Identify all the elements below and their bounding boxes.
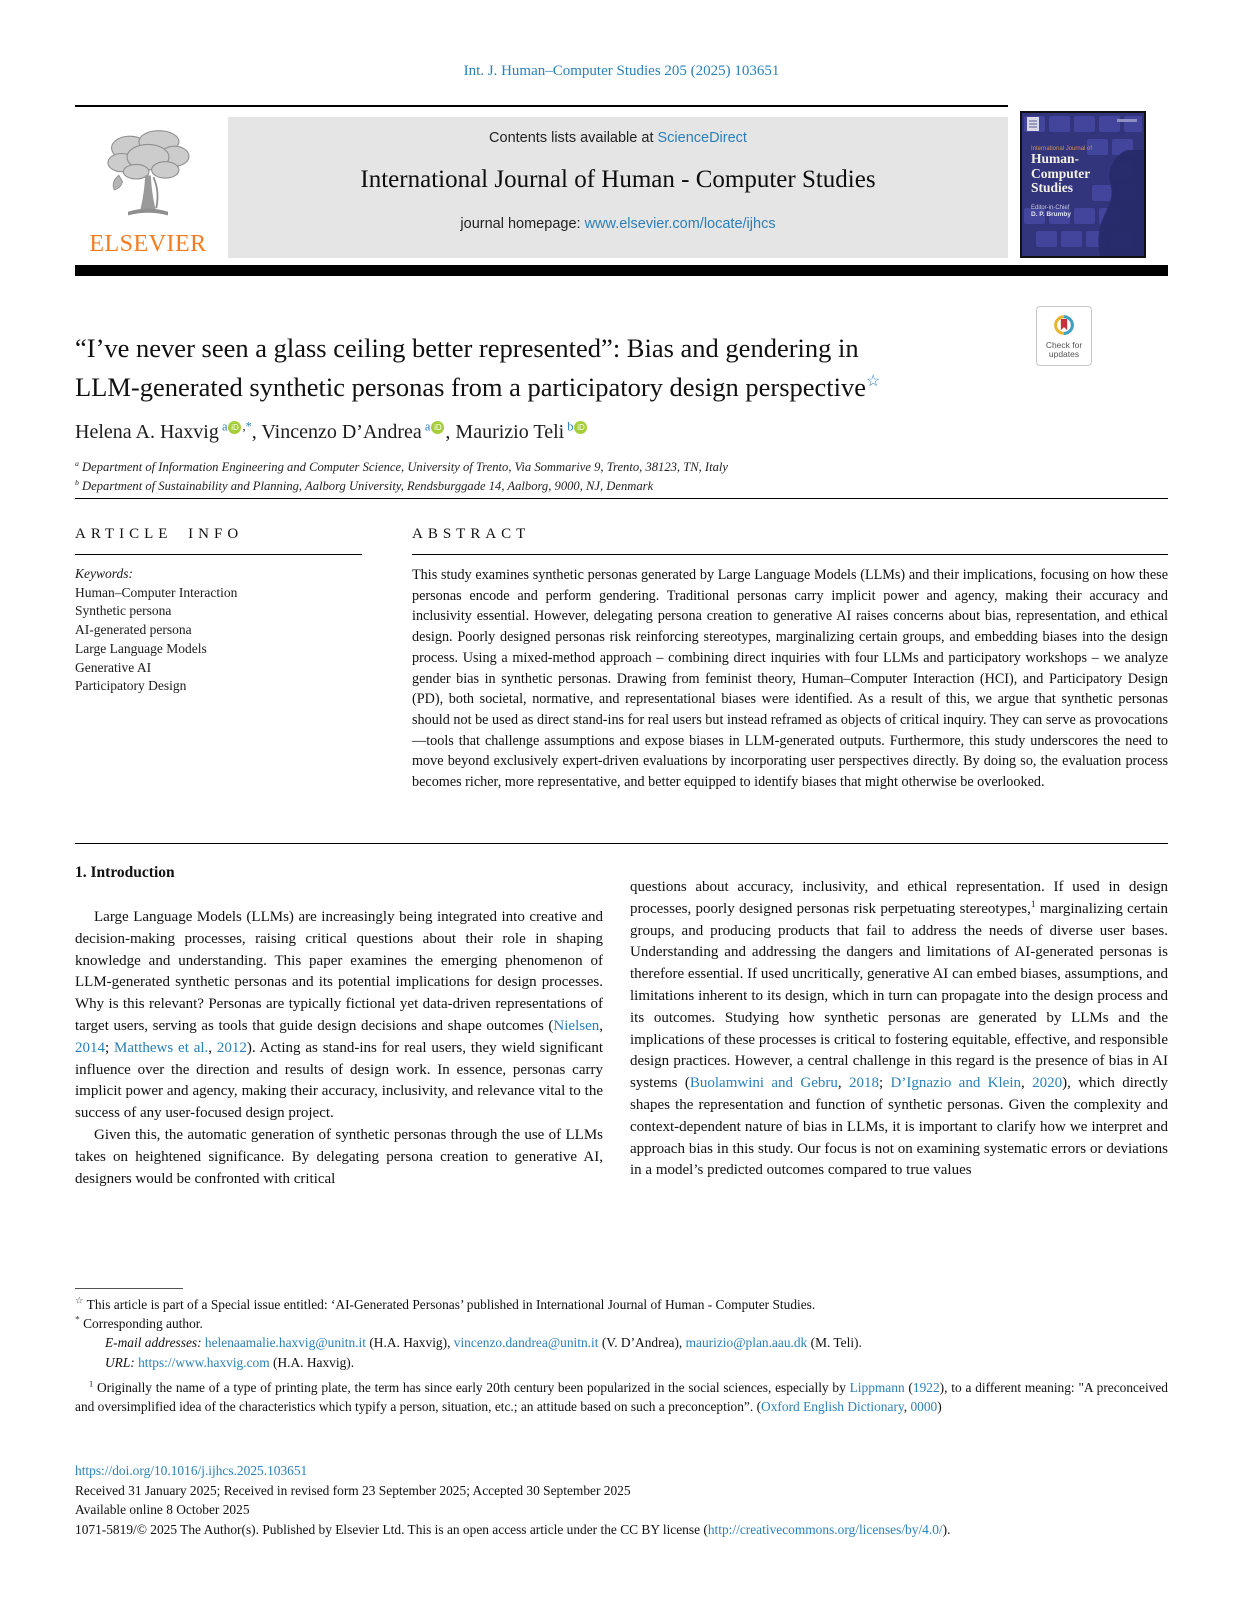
contents-prefix: Contents lists available at (489, 130, 658, 146)
divider (75, 843, 1168, 844)
inline-link[interactable]: helenaamalie.haxvig@unitn.it (204, 1335, 366, 1351)
text-segment: * (75, 1315, 80, 1326)
author-list (75, 421, 588, 444)
check-updates-line1: Check for (1045, 339, 1083, 350)
text-segment: ; (105, 1039, 115, 1056)
inline-link[interactable]: 0000 (910, 1399, 938, 1415)
homepage-prefix: journal homepage: (460, 216, 585, 232)
cover-title-2: Computer (1031, 165, 1091, 181)
text-segment: E-mail addresses: (105, 1335, 205, 1351)
text-segment: , (208, 1039, 217, 1056)
inline-link[interactable]: D’Ignazio and Klein (890, 1075, 1022, 1092)
article-title (75, 329, 1015, 407)
footnote-corresponding-author (75, 1314, 1168, 1333)
text-segment: 1 (89, 1379, 94, 1389)
text-segment: , (1021, 1075, 1033, 1092)
cover-editor-label: Editor-in-Chief (1031, 204, 1070, 211)
cover-text (1031, 146, 1092, 218)
homepage-line (228, 216, 1008, 232)
abstract-text: This study examines synthetic personas generated by Large Language Models (LLMs) and their implications, focusing on how these personas encode and perform gendering. Traditional personas carry implicit power and agency, making their accuracy and inclusivity essential. However, delegating persona creation to generative AI raises concerns about bias, representation, and ethical design. Poorly designed personas risk reinforcing stereotypes, marginalizing certain groups, and embedding biases into the design process. Using a mixed-method approach – combining direct inquiries with four LLMs and participatory workshops – we analyze gender bias in synthetic personas. Drawing from feminist theory, Human–Computer Interaction (HCI), and Participatory Design (PD), both societal, normative, and representational biases were identified. As a result of this, we argue that synthetic personas should not be used as direct stand-ins for real users but instead reframed as objects of critical inquiry. They can serve as provocations—tools that challenge assumptions and expose biases in LLM-generated outputs. Furthermore, this study underscores the need to move beyond exclusively expert-driven evaluations by incorporating user perspectives directly. By doing so, the evaluation process becomes richer, more representative, and better equipped to identify biases that might otherwise be overlooked. (412, 567, 1168, 791)
check-updates-line2: updates (1048, 349, 1080, 359)
journal-masthead (228, 117, 1008, 258)
check-updates-icon (1051, 313, 1077, 339)
journal-cover-thumbnail[interactable] (1020, 111, 1146, 258)
journal-citation: Int. J. Human–Computer Studies 205 (2025) 103651 (463, 63, 780, 79)
text-segment: , (837, 1075, 849, 1092)
affiliations (75, 458, 728, 495)
copyright-line (75, 1520, 1168, 1540)
inline-link[interactable]: 2014 (75, 1039, 105, 1056)
keyword: Large Language Models (75, 640, 207, 656)
keyword: Synthetic persona (75, 603, 172, 619)
text-segment: 1 (1030, 899, 1036, 910)
inline-link[interactable]: Oxford English Dictionary (761, 1399, 904, 1415)
body-paragraph (630, 877, 1168, 1182)
article-meta-footer (75, 1461, 1168, 1539)
footnote-divider (75, 1288, 183, 1289)
text-segment: ), to a different meaning: "A preconceived and oversimplified idea of the characteristics which typify a person, situation, etc.; an attitude based on such a preconception”. ( (75, 1379, 1168, 1415)
inline-link[interactable]: a (218, 419, 228, 434)
doi-link[interactable]: https://doi.org/10.1016/j.ijhcs.2025.103651 (75, 1463, 308, 1478)
cover-title-3: Studies (1031, 180, 1074, 195)
text-segment: , Maurizio Teli (445, 421, 565, 443)
inline-link[interactable]: Buolamwini and Gebru (689, 1075, 838, 1092)
inline-link[interactable]: Matthews et al. (114, 1039, 209, 1056)
affiliation-a (75, 458, 728, 477)
inline-link[interactable]: vincenzo.dandrea@unitn.it (453, 1335, 599, 1351)
available-online: Available online 8 October 2025 (75, 1502, 250, 1517)
abstract-heading: ABSTRACT (412, 526, 1168, 555)
special-issue-star[interactable]: ☆ (866, 373, 881, 391)
text-segment: ( (904, 1379, 913, 1395)
text-segment: Corresponding author. (79, 1316, 203, 1332)
inline-link[interactable]: maurizio@plan.aau.dk (685, 1335, 808, 1351)
inline-link[interactable]: a (421, 419, 431, 434)
check-for-updates-badge[interactable] (1036, 306, 1092, 366)
journal-title: International Journal of Human - Computer Studies (360, 166, 876, 193)
keyword: Human–Computer Interaction (75, 584, 238, 600)
text-segment: questions about accuracy, inclusivity, and ethical representation. If used in design processes, poorly designed personas risk perpetuating stereotypes, (630, 879, 1168, 917)
inline-link[interactable]: https://www.haxvig.com (138, 1354, 270, 1370)
introduction-section (75, 862, 1168, 1190)
text-segment: ). Acting as stand-ins for real users, they wield significant influence over the direction and results of design work. In essence, personas carry implicit power and agency, making their accuracy, inclusivity, and relevance vital to the success of any user-focused design project. (75, 1039, 604, 1122)
text-segment: (H.A. Haxvig), (366, 1335, 454, 1351)
keyword: Participatory Design (75, 678, 187, 694)
text-segment: (M. Teli). (807, 1335, 862, 1351)
text-segment: 1071-5819/© 2025 The Author(s). Published by Elsevier Ltd. This is an open access article under the CC BY license ( (75, 1521, 708, 1537)
text-segment: Originally the name of a type of printing plate, the term has since early 20th century been popularized in the social sciences, especially by (93, 1379, 850, 1395)
inline-link[interactable]: 1922 (912, 1379, 940, 1395)
check-updates-label (1046, 341, 1082, 360)
text-segment: (V. D’Andrea), (598, 1335, 686, 1351)
article-info-heading: ARTICLE INFO (75, 526, 362, 555)
text-segment: ☆ (75, 1296, 84, 1307)
divider (75, 105, 1008, 107)
orcid-icon[interactable]: iD (574, 421, 587, 434)
inline-link[interactable]: 2018 (848, 1075, 879, 1092)
body-paragraph: Given this, the automatic generation of synthetic personas through the use of LLMs takes on heightened significance. By delegating persona creation to generative AI, designers would be confronted with critical (75, 1126, 603, 1187)
text-segment: Department of Information Engineering and Computer Science, University of Trento, Via Sommarive 9, Trento, 38123, TN, Italy (78, 460, 728, 474)
affiliation-b (75, 477, 728, 496)
contents-line (228, 130, 1008, 146)
text-segment: URL: (105, 1354, 139, 1370)
inline-link[interactable]: * (245, 419, 252, 434)
body-paragraph (75, 907, 603, 1125)
keywords-label: Keywords: (75, 566, 133, 581)
text-segment: This article is part of a Special issue entitled: ‘AI-Generated Personas’ published in International Journal of Human - Computer Studies. (83, 1297, 816, 1312)
keyword: AI-generated persona (75, 622, 192, 638)
elsevier-tree-icon (99, 128, 197, 230)
text-segment: ). (942, 1521, 951, 1537)
inline-link[interactable]: 2020 (1032, 1075, 1063, 1092)
info-abstract-section (75, 518, 1168, 793)
text-segment: Department of Sustainability and Planning, Aalborg University, Rendsburggade 14, Aalborg, 9000, NJ, Denmark (78, 478, 654, 493)
footnote-1 (75, 1378, 1168, 1416)
text-segment: , (903, 1399, 911, 1415)
abstract-column (412, 518, 1168, 793)
sciencedirect-link[interactable]: ScienceDirect (657, 130, 747, 146)
text-segment: ; (878, 1075, 891, 1092)
text-segment: (H.A. Haxvig). (269, 1354, 355, 1370)
article-info-column (75, 518, 362, 793)
inline-link[interactable]: Nielsen (553, 1017, 600, 1034)
title-line-2: LLM-generated synthetic personas from a participatory design perspective (75, 372, 867, 402)
divider (75, 498, 1168, 499)
inline-link[interactable]: http://creativecommons.org/licenses/by/4.0/ (707, 1521, 943, 1537)
text-segment: Helena A. Haxvig (75, 421, 219, 443)
cover-editor-name: D. P. Brumby (1031, 210, 1071, 218)
orcid-icon[interactable]: iD (228, 421, 241, 434)
text-segment: Large Language Models (LLMs) are increasingly being integrated into creative and decision-making processes, raising critical questions about their role in shaping knowledge and understanding. This paper examines the emerging phenomenon of LLM-generated synthetic personas and its potential implications for design processes. Why is this relevant? Personas are typically fictional yet data-driven representations of target users, serving as tools that guide design decisions and shape outcomes ( (75, 909, 603, 1034)
footnotes (75, 1295, 1168, 1416)
text-segment: b (75, 477, 79, 487)
text-segment: , (242, 419, 246, 434)
footnote-special-issue (75, 1295, 1168, 1314)
title-line-1: “I’ve never seen a glass ceiling better represented”: Bias and gendering in (75, 333, 859, 363)
text-segment: , Vincenzo D’Andrea (251, 421, 422, 443)
inline-link[interactable]: Lippmann (849, 1379, 905, 1395)
orcid-icon[interactable]: iD (431, 421, 444, 434)
keywords-block (75, 565, 362, 696)
footnote-emails (75, 1333, 1168, 1352)
text-segment: a (75, 458, 79, 468)
text-segment: ), which directly shapes the representation and function of synthetic personas. Given the complexity and context-dependent nature of bias in LLMs, it is important to clarify how we interpret and approach bias in this study. Our focus is not on examining systematic errors or deviations in a model’s predicted outcomes compared to true values (630, 1075, 1169, 1179)
body-column-right (630, 862, 1168, 1190)
elsevier-logo[interactable] (75, 114, 221, 258)
homepage-link[interactable]: www.elsevier.com/locate/ijhcs (584, 216, 776, 232)
cover-journal-of: International Journal of (1031, 146, 1093, 152)
inline-link[interactable]: b (564, 419, 574, 434)
keyword: Generative AI (75, 659, 152, 675)
cover-title-1: Human- (1031, 151, 1080, 166)
elsevier-wordmark: ELSEVIER (89, 231, 207, 257)
received-dates: Received 31 January 2025; Received in revised form 23 September 2025; Accepted 30 September 2025 (75, 1482, 631, 1498)
inline-link[interactable]: 2012 (216, 1039, 247, 1056)
section-heading: 1. Introduction (75, 864, 175, 881)
text-segment: marginalizing certain groups, and producing products that fail to address the needs of diverse user bases. Understanding and addressing the dangers and limitations of AI-generated personas is therefore essential. If used uncritically, generative AI can embed biases, assumptions, and limitations inherent to its design, which in turn can propagate into the design process and its outcomes. Studying how synthetic personas are generated by LLMs and the implications of these processes is critical to fostering equitable, effective, and responsible design practices. However, a central challenge in this regard is the presence of bias in AI systems ( (630, 900, 1168, 1092)
text-segment: , (599, 1017, 603, 1034)
masthead-black-bar (75, 265, 1168, 276)
text-segment: ) (937, 1399, 942, 1415)
footnote-url (75, 1353, 1168, 1372)
body-column-left (75, 862, 603, 1190)
